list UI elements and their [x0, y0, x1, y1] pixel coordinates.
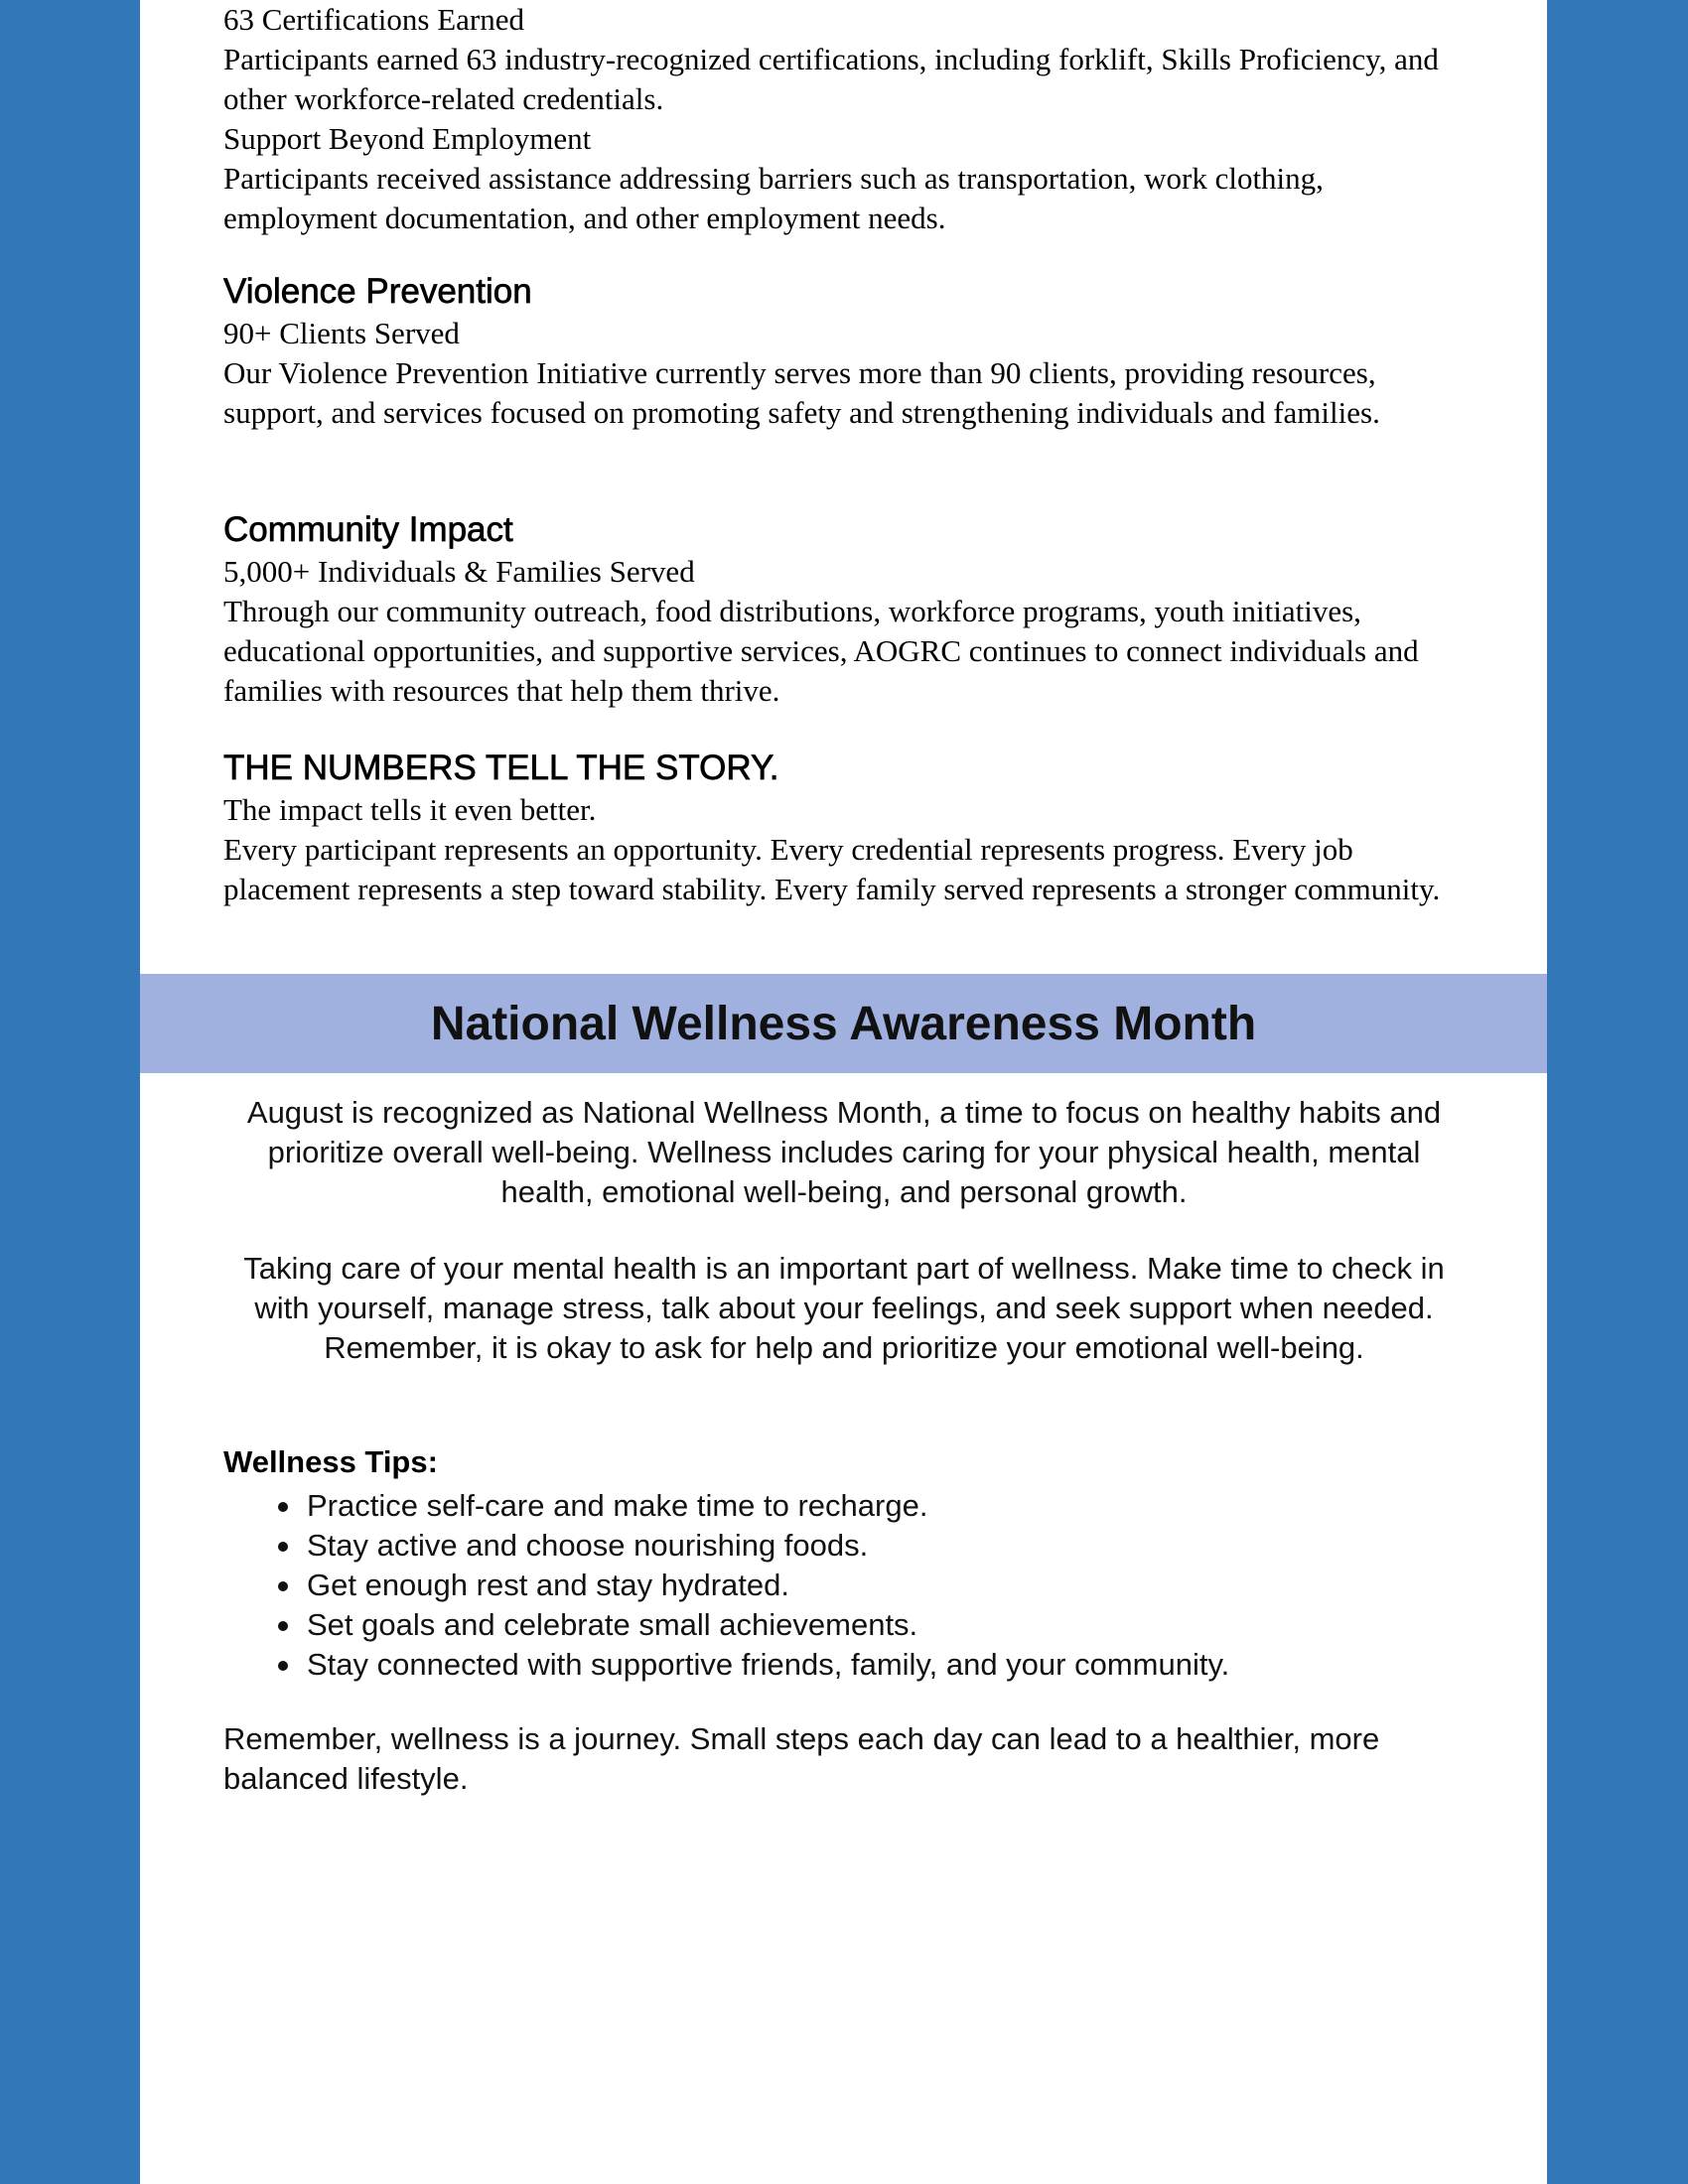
tip-text: Stay active and choose nourishing foods. [307, 1528, 869, 1563]
tip-text: Stay connected with supportive friends, family, and your community. [307, 1647, 1230, 1682]
community-impact-text: Through our community outreach, food distributions, workforce programs, youth initiatives, educational opportunities, and supportive services, AOGRC continues to connect individuals and families with resources that help them thrive. [223, 594, 1419, 708]
list-item [223, 1486, 1465, 1526]
wellness-banner-title: National Wellness Awareness Month [430, 997, 1257, 1050]
numbers-text: Every participant represents an opportunity. Every credential represents progress. Every job placement represents a step toward stability. Every family served represents a stronger community. [223, 832, 1441, 906]
certifications-title: 63 Certifications Earned [223, 2, 525, 37]
list-item [223, 1526, 1465, 1566]
wellness-paragraph-1: August is recognized as National Wellness Month, a time to focus on healthy habits and prioritize overall well-being. Wellness includes caring for your physical health, mental health, emotional well-being, and personal growth. [246, 1095, 1442, 1209]
bullet-icon [278, 1661, 288, 1671]
newsletter-page [140, 0, 1547, 2184]
numbers-subheading: The impact tells it even better. [223, 792, 597, 827]
list-item [223, 1605, 1465, 1645]
support-title: Support Beyond Employment [223, 121, 592, 156]
numbers-heading: THE NUMBERS TELL THE STORY. [223, 749, 779, 787]
wellness-closing: Remember, wellness is a journey. Small steps each day can lead to a healthier, more balanced lifestyle. [223, 1721, 1380, 1796]
numbers-section [223, 747, 1475, 909]
support-text: Participants received assistance addressing barriers such as transportation, work clothing, employment documentation, and other employment needs. [223, 161, 1324, 235]
bullet-icon [278, 1621, 288, 1631]
list-item [223, 1645, 1465, 1685]
community-impact-stat: 5,000+ Individuals & Families Served [223, 554, 695, 589]
violence-prevention-stat: 90+ Clients Served [223, 316, 460, 350]
tip-text: Set goals and celebrate small achievements. [307, 1607, 918, 1642]
bullet-icon [278, 1581, 288, 1591]
violence-prevention-heading: Violence Prevention [223, 272, 532, 311]
community-impact-section [223, 508, 1475, 711]
violence-prevention-section [223, 270, 1475, 433]
wellness-banner [140, 974, 1547, 1073]
workforce-section [223, 0, 1475, 238]
wellness-tips-list [223, 1486, 1465, 1685]
certifications-text: Participants earned 63 industry-recognized certifications, including forklift, Skills Proficiency, and other workforce-related credentials. [223, 42, 1439, 116]
violence-prevention-text: Our Violence Prevention Initiative currently serves more than 90 clients, providing resources, support, and services focused on promoting safety and strengthening individuals and families. [223, 355, 1380, 430]
bullet-icon [278, 1502, 288, 1512]
community-impact-heading: Community Impact [223, 510, 513, 549]
list-item [223, 1566, 1465, 1605]
wellness-tips-heading: Wellness Tips: [223, 1444, 438, 1479]
bullet-icon [278, 1542, 288, 1552]
tip-text: Get enough rest and stay hydrated. [307, 1568, 789, 1602]
tip-text: Practice self-care and make time to recharge. [307, 1488, 928, 1523]
wellness-paragraph-2: Taking care of your mental health is an important part of wellness. Make time to check in with yourself, manage stress, talk about your feelings, and seek support when needed. Remember, it is okay to ask for help and prioritize your emotional well-being. [243, 1251, 1445, 1365]
